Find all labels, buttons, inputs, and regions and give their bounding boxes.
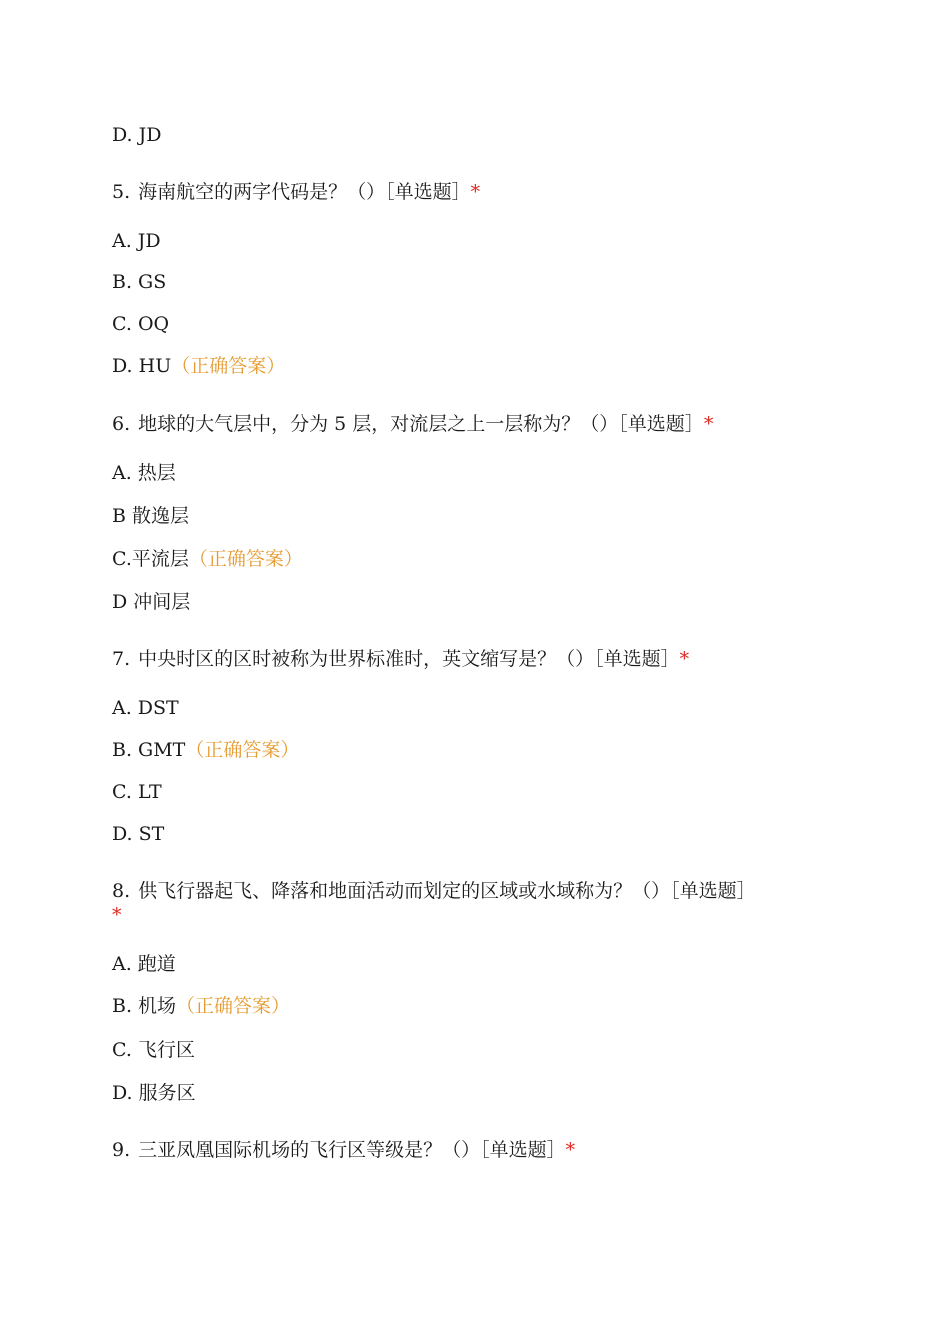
option-text: D. 服务区 bbox=[112, 1082, 196, 1104]
correct-answer-tag: （正确答案） bbox=[185, 739, 300, 761]
option-5a[interactable] bbox=[112, 229, 810, 253]
option-7a[interactable] bbox=[112, 696, 810, 720]
option-6d[interactable] bbox=[112, 590, 810, 614]
question-text: 中央时区的区时被称为世界标准时，英文缩写是？（）［单选题］ bbox=[138, 648, 680, 670]
option-text: B. GS bbox=[112, 271, 167, 293]
question-number: 6. bbox=[112, 413, 131, 435]
option-text: C. 飞行区 bbox=[112, 1039, 195, 1061]
option-prev-d bbox=[112, 123, 810, 147]
question-5 bbox=[112, 180, 810, 204]
option-8c[interactable] bbox=[112, 1038, 810, 1062]
required-marker: * bbox=[679, 648, 690, 670]
question-6 bbox=[112, 412, 810, 436]
question-text: 三亚凤凰国际机场的飞行区等级是？（）［单选题］ bbox=[138, 1139, 566, 1161]
option-text: D. ST bbox=[112, 823, 165, 845]
required-marker: * bbox=[112, 904, 122, 926]
option-8a[interactable] bbox=[112, 952, 810, 976]
correct-answer-tag: （正确答案） bbox=[188, 548, 303, 570]
option-text: C.平流层 bbox=[112, 548, 189, 570]
option-5c[interactable] bbox=[112, 312, 810, 336]
question-number: 9. bbox=[112, 1139, 131, 1161]
required-marker: * bbox=[703, 413, 714, 435]
option-text: A. JD bbox=[112, 230, 161, 252]
question-number: 8. bbox=[112, 880, 131, 902]
question-text: 供飞行器起飞、降落和地面活动而划定的区域或水域称为？（）［单选题］ bbox=[138, 880, 756, 902]
option-text: C. LT bbox=[112, 781, 162, 803]
option-text: D. JD bbox=[112, 124, 162, 146]
question-8 bbox=[112, 879, 810, 927]
option-text: D 冲间层 bbox=[112, 591, 191, 613]
option-8d[interactable] bbox=[112, 1081, 810, 1105]
question-number: 7. bbox=[112, 648, 131, 670]
correct-answer-tag: （正确答案） bbox=[176, 995, 291, 1017]
option-5b[interactable] bbox=[112, 270, 810, 294]
question-number: 5. bbox=[112, 181, 131, 203]
required-marker: * bbox=[565, 1139, 576, 1161]
option-8b[interactable] bbox=[112, 994, 810, 1018]
option-text: B. GMT bbox=[112, 739, 186, 761]
required-marker: * bbox=[470, 181, 481, 203]
option-7d[interactable] bbox=[112, 822, 810, 846]
option-6a[interactable] bbox=[112, 461, 810, 485]
option-7c[interactable] bbox=[112, 780, 810, 804]
option-text: D. HU bbox=[112, 355, 172, 377]
option-text: B. 机场 bbox=[112, 995, 177, 1017]
question-text: 海南航空的两字代码是？（）［单选题］ bbox=[138, 181, 471, 203]
option-7b[interactable] bbox=[112, 738, 810, 762]
option-text: B 散逸层 bbox=[112, 505, 190, 527]
option-6b[interactable] bbox=[112, 504, 810, 528]
option-5d[interactable] bbox=[112, 354, 810, 378]
correct-answer-tag: （正确答案） bbox=[171, 355, 286, 377]
option-text: C. OQ bbox=[112, 313, 170, 335]
option-6c[interactable] bbox=[112, 547, 810, 571]
option-text: A. 跑道 bbox=[112, 953, 176, 975]
option-text: A. DST bbox=[112, 697, 179, 719]
option-text: A. 热层 bbox=[112, 462, 176, 484]
question-9 bbox=[112, 1138, 810, 1162]
question-text: 地球的大气层中，分为 5 层，对流层之上一层称为？（）［单选题］ bbox=[138, 413, 704, 435]
question-7 bbox=[112, 647, 810, 671]
